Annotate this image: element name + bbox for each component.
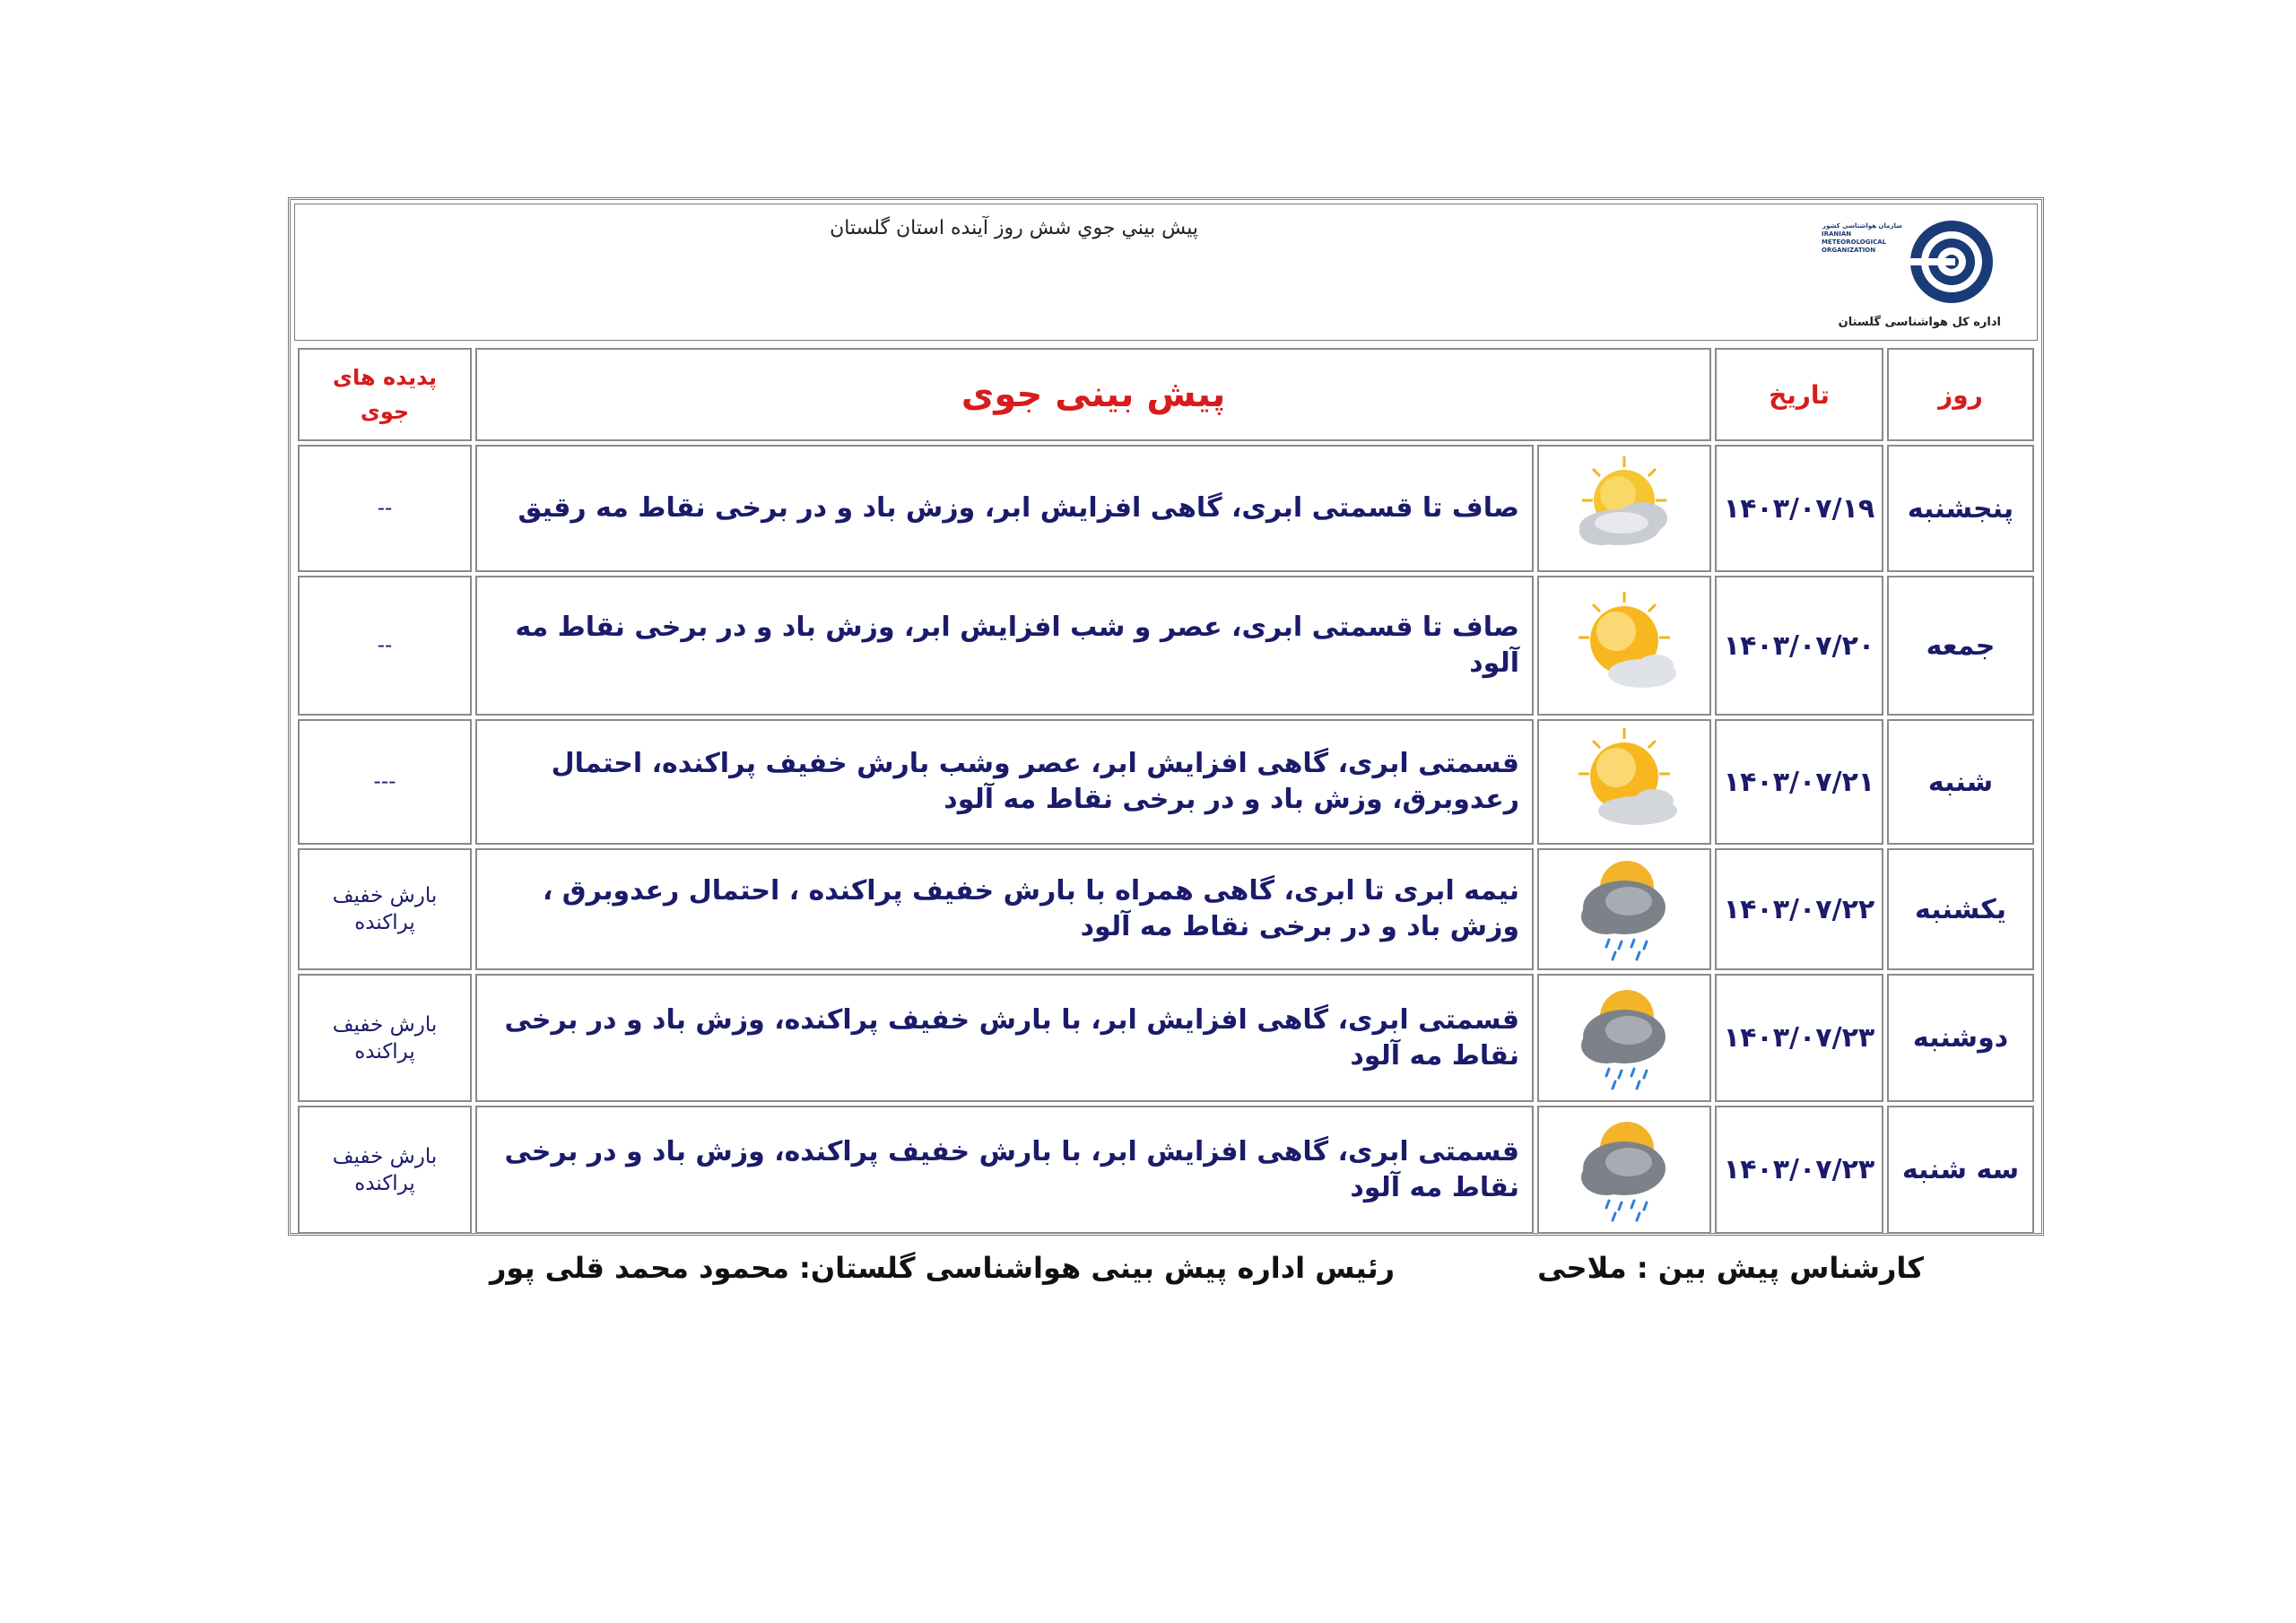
weather-icon-cell [1537,445,1711,572]
sheet-header [294,204,2038,341]
day-cell: یکشنبه [1887,848,2034,970]
sun-behind-cloud-icon [1557,725,1692,839]
column-header-day: روز [1887,348,2034,441]
forecast-text: قسمتی ابری، گاهی افزایش ابر، عصر وشب بارش خفیف پراکنده، احتمال رعدوبرق، وزش باد و در برخی نقاط مه آلود [475,719,1534,845]
organization-logo [1822,217,2001,329]
day-cell: پنجشنبه [1887,445,2034,572]
forecast-text: صاف تا قسمتی ابری، گاهی افزایش ابر، وزش باد و در برخی نقاط مه رقیق [475,445,1534,572]
table-row [298,445,2034,572]
weather-icon-cell [1537,1106,1711,1234]
forecast-text: قسمتی ابری، گاهی افزایش ابر، با بارش خفیف پراکنده، وزش باد و در برخی نقاط مه آلود [475,974,1534,1102]
page-title: پيش بيني جوي شش روز آينده استان گلستان [830,217,1198,239]
column-header-date: تاریخ [1715,348,1883,441]
table-row [298,719,2034,845]
phenomena-cell: -- [298,576,472,716]
table-header-row [298,348,2034,441]
day-cell: جمعه [1887,576,2034,716]
department-head-signature: رئیس اداره پیش بینی هواشناسی گلستان: محمود محمد قلی پور [489,1251,1395,1285]
forecaster-signature: کارشناس پیش بین : ملاحی [1537,1251,1924,1285]
weather-icon-cell [1537,576,1711,716]
weather-icon-cell [1537,848,1711,970]
forecast-table [294,344,2038,1237]
weather-icon-cell [1537,719,1711,845]
column-header-phenomena: پدیده های جوی [298,348,472,441]
date-cell: ۱۴۰۳/۰۷/۲۳ [1715,974,1883,1102]
rain-cloud-icon [1557,1113,1692,1228]
day-cell: شنبه [1887,719,2034,845]
date-cell: ۱۴۰۳/۰۷/۲۱ [1715,719,1883,845]
phenomena-cell: بارش خفیف پراکنده [298,848,472,970]
logo-text: سازمان هواشناسی کشور IRANIAN METEOROLOGICAL ORGANIZATION [1822,222,1902,254]
table-row [298,848,2034,970]
logo-emblem-icon [1902,217,2001,307]
date-cell: ۱۴۰۳/۰۷/۲۰ [1715,576,1883,716]
partly-cloudy-icon [1557,451,1692,566]
forecast-text: قسمتی ابری، گاهی افزایش ابر، با بارش خفیف پراکنده، وزش باد و در برخی نقاط مه آلود [475,1106,1534,1234]
date-cell: ۱۴۰۳/۰۷/۲۲ [1715,848,1883,970]
column-header-forecast: پیش بینی جوی [475,348,1711,441]
forecast-text: نیمه ابری تا ابری، گاهی همراه با بارش خفیف پراکنده ، احتمال رعدوبرق ، وزش باد و در برخی نقاط مه آلود [475,848,1534,970]
day-cell: دوشنبه [1887,974,2034,1102]
phenomena-cell: -- [298,445,472,572]
table-row [298,974,2034,1102]
table-row [298,576,2034,716]
rain-cloud-icon [1557,981,1692,1096]
sun-behind-cloud-icon [1557,588,1692,703]
forecast-sheet [288,197,2044,1236]
phenomena-cell: --- [298,719,472,845]
org-caption: اداره کل هواشناسی گلستان [1838,316,2001,329]
table-row [298,1106,2034,1234]
day-cell: سه شنبه [1887,1106,2034,1234]
weather-icon-cell [1537,974,1711,1102]
date-cell: ۱۴۰۳/۰۷/۲۳ [1715,1106,1883,1234]
phenomena-cell: بارش خفیف پراکنده [298,974,472,1102]
phenomena-cell: بارش خفیف پراکنده [298,1106,472,1234]
forecast-text: صاف تا قسمتی ابری، عصر و شب افزایش ابر، وزش باد و در برخی نقاط مه آلود [475,576,1534,716]
rain-cloud-icon [1557,852,1692,967]
date-cell: ۱۴۰۳/۰۷/۱۹ [1715,445,1883,572]
